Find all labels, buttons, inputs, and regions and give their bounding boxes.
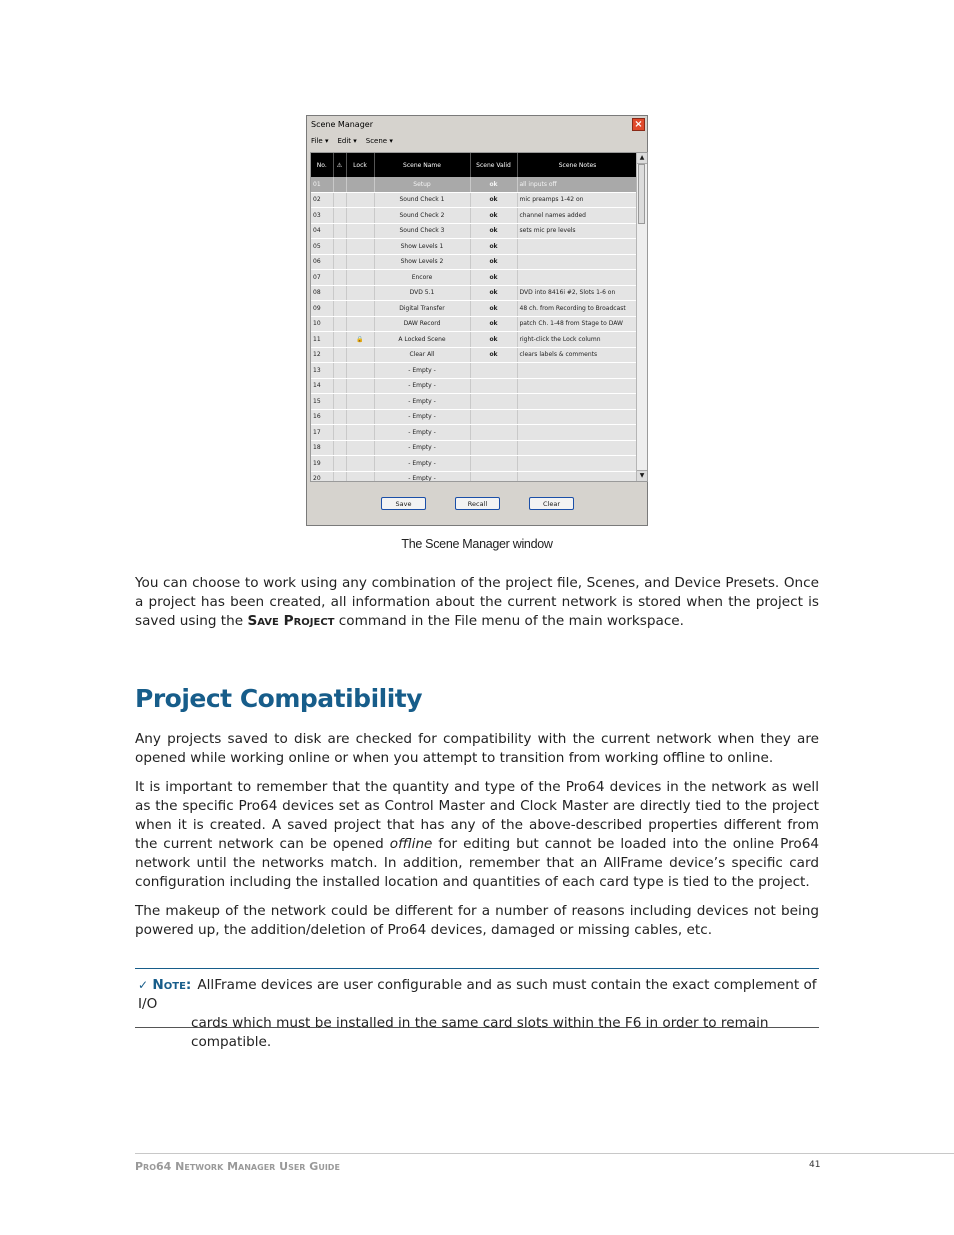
row-scene-valid[interactable]: ok [470,208,517,224]
col-header-scene-valid[interactable]: Scene Valid [470,153,517,177]
menu-file[interactable]: File ▾ [311,137,329,145]
row-scene-valid[interactable]: ok [470,285,517,301]
row-warning[interactable] [333,440,346,456]
row-lock[interactable] [346,363,374,379]
row-scene-name[interactable]: Show Levels 2 [374,254,470,270]
row-scene-name[interactable]: - Empty - [374,394,470,410]
scroll-thumb[interactable] [638,164,645,224]
recall-button[interactable]: Recall [455,497,500,510]
row-number[interactable]: 16 [311,409,333,425]
col-header-scene-name[interactable]: Scene Name [374,153,470,177]
row-scene-notes[interactable]: sets mic pre levels [517,223,638,239]
table-row[interactable] [311,363,638,379]
row-lock[interactable] [346,254,374,270]
row-number[interactable]: 11 [311,332,333,348]
row-scene-valid[interactable]: ok [470,192,517,208]
row-scene-valid[interactable] [470,409,517,425]
scene-table [311,153,639,482]
row-scene-valid[interactable] [470,394,517,410]
row-number[interactable]: 06 [311,254,333,270]
row-warning[interactable] [333,471,346,482]
menu-edit[interactable]: Edit ▾ [337,137,357,145]
row-scene-notes[interactable] [517,456,638,472]
row-scene-notes[interactable]: all inputs off [517,177,638,192]
row-scene-name[interactable]: A Locked Scene [374,332,470,348]
window-titlebar [307,116,647,134]
row-number[interactable]: 14 [311,378,333,394]
row-scene-notes[interactable]: channel names added [517,208,638,224]
row-warning[interactable] [333,301,346,317]
row-warning[interactable] [333,285,346,301]
row-warning[interactable] [333,270,346,286]
row-warning[interactable] [333,378,346,394]
table-row[interactable] [311,208,638,224]
row-number[interactable]: 20 [311,471,333,482]
row-scene-valid[interactable]: ok [470,347,517,363]
row-warning[interactable] [333,192,346,208]
row-scene-valid[interactable]: ok [470,316,517,332]
table-row[interactable] [311,347,638,363]
row-warning[interactable] [333,332,346,348]
row-scene-name[interactable]: DAW Record [374,316,470,332]
row-number[interactable]: 02 [311,192,333,208]
row-warning[interactable] [333,239,346,255]
row-lock[interactable] [346,301,374,317]
note-label: Note: [152,977,192,993]
clear-button[interactable]: Clear [529,497,574,510]
table-row[interactable] [311,192,638,208]
row-scene-notes[interactable] [517,254,638,270]
row-lock[interactable] [346,394,374,410]
paragraph-network-makeup: The makeup of the network could be different for a number of reasons including devices not being powered up, the addition/deletion of Pro64 devices, damaged or missing cables, etc. [135,903,819,938]
page-number: 41 [809,1160,821,1170]
row-scene-notes[interactable]: DVD into 8416i #2, Slots 1-6 on [517,285,638,301]
row-scene-name[interactable]: Encore [374,270,470,286]
row-lock[interactable] [346,270,374,286]
row-lock[interactable] [346,425,374,441]
row-scene-notes[interactable] [517,394,638,410]
row-warning[interactable] [333,254,346,270]
row-scene-valid[interactable]: ok [470,254,517,270]
row-warning[interactable] [333,347,346,363]
row-number[interactable]: 05 [311,239,333,255]
row-scene-valid[interactable]: ok [470,177,517,192]
row-number[interactable]: 03 [311,208,333,224]
footer-title: Pro64 Network Manager User Guide [135,1160,340,1173]
row-scene-valid[interactable] [470,471,517,482]
row-scene-valid[interactable]: ok [470,270,517,286]
table-row[interactable] [311,456,638,472]
row-lock[interactable] [346,239,374,255]
row-scene-name[interactable]: Show Levels 1 [374,239,470,255]
table-row[interactable] [311,332,638,348]
scene-manager-window [306,115,648,526]
table-row[interactable] [311,394,638,410]
table-row[interactable] [311,316,638,332]
para1-before: You can choose to work using any combination of the project file, Scenes, and Device Presets. Once a project has been created, all information about the current network is stored when the project is saved using the [135,575,819,629]
row-scene-name[interactable]: - Empty - [374,425,470,441]
row-scene-name[interactable]: Sound Check 3 [374,223,470,239]
row-scene-notes[interactable] [517,378,638,394]
row-warning[interactable] [333,409,346,425]
window-title: Scene Manager [311,120,373,129]
table-row[interactable] [311,223,638,239]
row-lock[interactable] [346,192,374,208]
scene-rows [311,177,638,482]
offline-emphasis: offline [389,836,433,852]
row-warning[interactable] [333,177,346,192]
table-row[interactable] [311,177,638,192]
row-scene-name[interactable]: Sound Check 2 [374,208,470,224]
row-scene-name[interactable]: Clear All [374,347,470,363]
row-scene-valid[interactable]: ok [470,239,517,255]
row-scene-notes[interactable] [517,239,638,255]
table-row[interactable] [311,440,638,456]
button-row [307,497,647,511]
checkmark-icon: ✓ [138,978,149,992]
row-scene-notes[interactable] [517,440,638,456]
table-row[interactable] [311,471,638,482]
row-lock[interactable] [346,471,374,482]
row-scene-notes[interactable] [517,409,638,425]
row-scene-notes[interactable]: patch Ch. 1-48 from Stage to DAW [517,316,638,332]
row-warning[interactable] [333,223,346,239]
paragraph-project-ties [135,778,819,892]
row-number[interactable]: 12 [311,347,333,363]
table-row[interactable] [311,301,638,317]
row-scene-notes[interactable]: clears labels & comments [517,347,638,363]
note-box [138,976,819,1052]
row-number[interactable]: 07 [311,270,333,286]
row-number[interactable]: 18 [311,440,333,456]
row-warning[interactable] [333,316,346,332]
row-scene-name[interactable]: - Empty - [374,456,470,472]
note-bottom-rule [135,1027,819,1028]
save-project-command: Save Project [247,613,335,629]
row-number[interactable]: 01 [311,177,333,192]
row-lock[interactable] [346,285,374,301]
table-row[interactable] [311,425,638,441]
row-scene-valid[interactable]: ok [470,332,517,348]
col-header-scene-notes[interactable]: Scene Notes [517,153,638,177]
row-warning[interactable] [333,363,346,379]
row-lock[interactable] [346,177,374,192]
row-number[interactable]: 19 [311,456,333,472]
scroll-down-icon[interactable]: ▼ [637,470,647,481]
row-scene-valid[interactable] [470,363,517,379]
row-scene-name[interactable]: Setup [374,177,470,192]
row-scene-name[interactable]: Digital Transfer [374,301,470,317]
row-lock[interactable] [346,456,374,472]
row-lock[interactable] [346,208,374,224]
row-number[interactable]: 15 [311,394,333,410]
note-top-rule [135,968,819,969]
table-row[interactable] [311,270,638,286]
row-scene-valid[interactable]: ok [470,223,517,239]
row-number[interactable]: 09 [311,301,333,317]
table-row[interactable] [311,285,638,301]
figure-caption: The Scene Manager window [401,537,553,551]
note-line-1: AllFrame devices are user configurable and as such must contain the exact complement of I/O [138,977,817,1012]
section-heading: Project Compatibility [135,684,423,713]
note-line-2: cards which must be installed in the same card slots within the F6 in order to remain compatible. [191,1015,769,1050]
row-scene-valid[interactable]: ok [470,301,517,317]
row-scene-notes[interactable] [517,363,638,379]
table-row[interactable] [311,409,638,425]
row-scene-notes[interactable] [517,270,638,286]
save-button[interactable]: Save [381,497,426,510]
row-number[interactable]: 13 [311,363,333,379]
row-scene-name[interactable]: - Empty - [374,471,470,482]
para3-before: It is important to remember that the quantity and type of the Pro64 devices in the network as well as the specific Pro64 devices set as Control Master and Clock Master are directly tied to the project when it is created. A saved project that has any of the above-described properties different from the current network can be opened [135,779,819,852]
warning-icon[interactable]: ⚠ [333,153,346,177]
row-lock[interactable] [346,378,374,394]
row-scene-name[interactable]: - Empty - [374,378,470,394]
row-scene-notes[interactable] [517,471,638,482]
row-number[interactable]: 08 [311,285,333,301]
row-lock[interactable] [346,409,374,425]
row-scene-notes[interactable]: 48 ch. from Recording to Broadcast [517,301,638,317]
row-scene-valid[interactable] [470,456,517,472]
table-row[interactable] [311,254,638,270]
lock-icon[interactable]: 🔒 [346,332,374,348]
paragraph-compat-check: Any projects saved to disk are checked for compatibility with the current network when they are opened while working online or when you attempt to transition from working offline to online. [135,731,819,766]
paragraph-intro [135,574,819,631]
footer-rule [135,1153,954,1154]
menu-bar [307,134,647,148]
para3-after: for editing but cannot be loaded into the online Pro64 network until the networks match. In addition, remember that an AllFrame device’s specific card configuration including the installed location and quantities of each card type is tied to the project. [135,836,820,890]
vertical-scrollbar[interactable] [636,153,647,481]
row-lock[interactable] [346,316,374,332]
row-number[interactable]: 04 [311,223,333,239]
col-header-lock[interactable]: Lock [346,153,374,177]
col-header-no[interactable]: No. [311,153,333,177]
row-lock[interactable] [346,440,374,456]
row-number[interactable]: 17 [311,425,333,441]
close-icon[interactable]: × [632,118,645,131]
row-warning[interactable] [333,208,346,224]
row-warning[interactable] [333,425,346,441]
row-scene-notes[interactable]: mic preamps 1-42 on [517,192,638,208]
scene-grid [310,152,648,482]
row-scene-name[interactable]: Sound Check 1 [374,192,470,208]
row-scene-name[interactable]: - Empty - [374,363,470,379]
para1-after: command in the File menu of the main workspace. [334,613,684,629]
row-scene-valid[interactable] [470,425,517,441]
row-number[interactable]: 10 [311,316,333,332]
row-lock[interactable] [346,223,374,239]
scroll-up-icon[interactable]: ▲ [637,153,647,164]
row-scene-name[interactable]: - Empty - [374,409,470,425]
row-scene-valid[interactable] [470,440,517,456]
row-scene-name[interactable]: DVD 5.1 [374,285,470,301]
row-scene-notes[interactable] [517,425,638,441]
row-warning[interactable] [333,456,346,472]
row-lock[interactable] [346,347,374,363]
menu-scene[interactable]: Scene ▾ [365,137,393,145]
table-row[interactable] [311,239,638,255]
row-scene-name[interactable]: - Empty - [374,440,470,456]
row-scene-valid[interactable] [470,378,517,394]
row-warning[interactable] [333,394,346,410]
table-row[interactable] [311,378,638,394]
row-scene-notes[interactable]: right-click the Lock column [517,332,638,348]
